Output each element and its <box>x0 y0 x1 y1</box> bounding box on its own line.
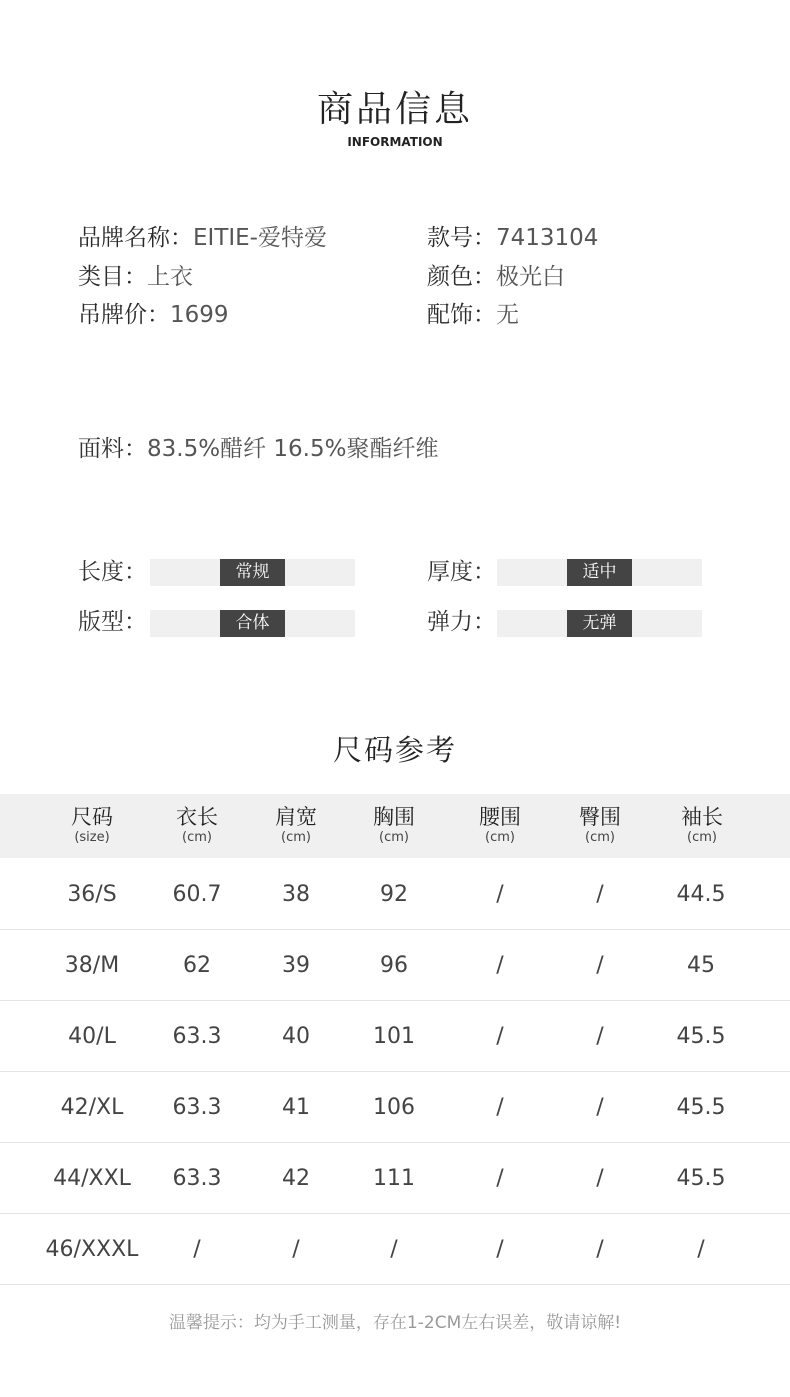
thickness-label: 厚度： <box>427 559 496 585</box>
table-row <box>0 930 790 1001</box>
cell-waist: / <box>496 1095 504 1120</box>
header-shoulder-zh: 肩宽 <box>275 805 317 829</box>
cell-waist: / <box>496 1024 504 1049</box>
header-length <box>147 804 247 846</box>
cell-waist: / <box>496 1237 504 1262</box>
cell-chest: 101 <box>373 1024 415 1049</box>
header-waist-zh: 腰围 <box>479 805 521 829</box>
info-category-key: 类目： <box>78 264 147 290</box>
cell-sleeve: / <box>697 1237 705 1262</box>
cell-shoulder: / <box>292 1237 300 1262</box>
info-category <box>78 262 193 292</box>
cell-shoulder: 40 <box>282 1024 310 1049</box>
cell-size: 38/M <box>64 953 120 978</box>
fit-label: 版型： <box>78 609 147 635</box>
info-accessory <box>427 300 519 330</box>
cell-size: 36/S <box>67 882 117 907</box>
cell-hip: / <box>596 953 604 978</box>
header-hip-zh: 臀围 <box>579 805 621 829</box>
cell-hip: / <box>596 1166 604 1191</box>
table-row <box>0 1072 790 1143</box>
length-label: 长度： <box>78 559 147 585</box>
header-size-zh: 尺码 <box>71 805 113 829</box>
info-color <box>427 262 565 292</box>
cell-waist: / <box>496 1166 504 1191</box>
header-size-en: (size) <box>74 830 110 845</box>
cell-length: 62 <box>183 953 211 978</box>
table-row <box>0 1143 790 1214</box>
info-style-no-key: 款号： <box>427 225 496 251</box>
header-length-en: (cm) <box>182 830 212 845</box>
measurement-footnote: 温馨提示：均为手工测量，存在1-2CM左右误差，敬请谅解! <box>168 1313 622 1333</box>
info-brand <box>78 223 327 253</box>
info-category-value: 上衣 <box>147 264 193 290</box>
header-chest-zh: 胸围 <box>373 805 415 829</box>
size-chart-title: 尺码参考 <box>332 733 457 767</box>
cell-sleeve: 45.5 <box>676 1024 726 1049</box>
info-color-key: 颜色： <box>427 264 496 290</box>
cell-waist: / <box>496 953 504 978</box>
cell-hip: / <box>596 1095 604 1120</box>
cell-sleeve: 44.5 <box>676 882 726 907</box>
length-value-badge: 常规 <box>220 559 285 586</box>
cell-size: 42/XL <box>60 1095 124 1120</box>
cell-chest: / <box>390 1237 398 1262</box>
cell-chest: 96 <box>380 953 408 978</box>
cell-shoulder: 38 <box>282 882 310 907</box>
thickness-value-badge: 适中 <box>567 559 632 586</box>
cell-length: 60.7 <box>172 882 222 907</box>
table-row <box>0 1001 790 1072</box>
info-style-no-value: 7413104 <box>496 225 599 251</box>
header-chest <box>344 804 444 846</box>
info-tag-price-value: 1699 <box>170 302 229 328</box>
header-sleeve-en: (cm) <box>687 830 717 845</box>
cell-length: 63.3 <box>172 1095 222 1120</box>
info-tag-price-key: 吊牌价： <box>78 302 170 328</box>
cell-shoulder: 39 <box>282 953 310 978</box>
cell-chest: 111 <box>373 1166 415 1191</box>
cell-shoulder: 41 <box>282 1095 310 1120</box>
elasticity-label: 弹力： <box>427 609 496 635</box>
size-table-header <box>0 794 790 858</box>
info-style-no <box>427 223 598 253</box>
cell-length: / <box>193 1237 201 1262</box>
info-tag-price <box>78 300 229 330</box>
info-accessory-value: 无 <box>496 302 519 328</box>
elasticity-value-badge: 无弹 <box>567 610 632 637</box>
fit-value-badge: 合体 <box>220 610 285 637</box>
cell-sleeve: 45.5 <box>676 1095 726 1120</box>
header-length-zh: 衣长 <box>176 805 218 829</box>
section-title <box>0 88 790 150</box>
cell-chest: 106 <box>373 1095 415 1120</box>
cell-hip: / <box>596 1237 604 1262</box>
table-row <box>0 1214 790 1285</box>
cell-size: 44/XXL <box>53 1166 131 1191</box>
info-brand-key: 品牌名称： <box>78 225 193 251</box>
info-accessory-key: 配饰： <box>427 302 496 328</box>
header-waist <box>450 804 550 846</box>
info-color-value: 极光白 <box>496 264 565 290</box>
cell-waist: / <box>496 882 504 907</box>
table-row <box>0 859 790 930</box>
title-chinese: 商品信息 <box>316 89 473 130</box>
cell-sleeve: 45 <box>687 953 715 978</box>
cell-length: 63.3 <box>172 1166 222 1191</box>
header-sleeve-zh: 袖长 <box>681 805 723 829</box>
header-hip <box>550 804 650 846</box>
header-size <box>42 804 142 846</box>
cell-sleeve: 45.5 <box>676 1166 726 1191</box>
header-sleeve <box>652 804 752 846</box>
header-waist-en: (cm) <box>485 830 515 845</box>
cell-size: 40/L <box>68 1024 116 1049</box>
header-shoulder-en: (cm) <box>281 830 311 845</box>
header-hip-en: (cm) <box>585 830 615 845</box>
cell-shoulder: 42 <box>282 1166 310 1191</box>
fabric-key: 面料： <box>78 436 147 462</box>
cell-length: 63.3 <box>172 1024 222 1049</box>
fabric-value: 83.5%醋纤 16.5%聚酯纤维 <box>147 436 439 462</box>
title-english: INFORMATION <box>347 135 443 149</box>
header-shoulder <box>246 804 346 846</box>
cell-hip: / <box>596 1024 604 1049</box>
fabric-info <box>78 430 438 463</box>
header-chest-en: (cm) <box>379 830 409 845</box>
cell-size: 46/XXXL <box>45 1237 139 1262</box>
cell-hip: / <box>596 882 604 907</box>
cell-chest: 92 <box>380 882 408 907</box>
info-brand-value: EITIE-爱特爱 <box>193 225 327 251</box>
